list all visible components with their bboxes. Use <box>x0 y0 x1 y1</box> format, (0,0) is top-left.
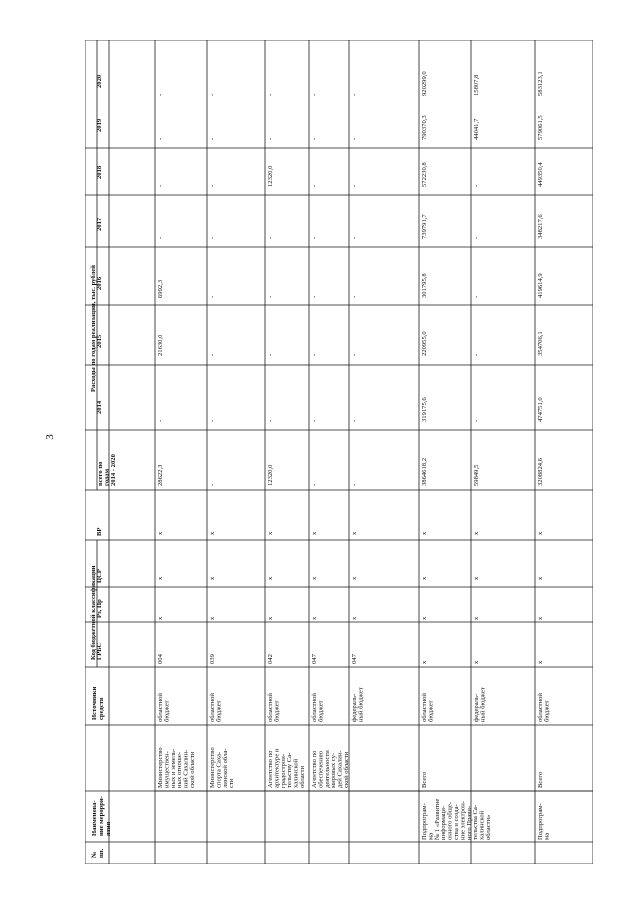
row-year-value: - <box>351 137 358 140</box>
header-code-group: Код бюджетной классификации <box>90 565 97 660</box>
row-csr: x <box>351 576 358 580</box>
row-total: 12320,0 <box>267 464 274 486</box>
row-year-value: - <box>209 295 216 298</box>
row-year-value: - <box>157 137 164 140</box>
row-rzpr: x <box>267 616 274 620</box>
row-executor: Агентство по <box>267 750 274 788</box>
row-total: 3208824,6 <box>537 457 544 486</box>
row-rzpr: x <box>537 616 544 620</box>
row-year-value: 21630,0 <box>157 334 164 356</box>
row-rzpr: x <box>311 616 318 620</box>
table-labels <box>90 71 550 858</box>
budget-table <box>85 40 593 864</box>
header-expense-group: Расходы по годам реализации, тыс. рублей <box>90 265 97 392</box>
row-total: - <box>311 483 318 486</box>
row-year-value: 920299,0 <box>421 71 428 96</box>
row-executor: архитектуре и <box>273 748 281 788</box>
row-year-value: - <box>351 93 358 96</box>
row-executor: тельству Са- <box>286 752 294 788</box>
row-year-value: - <box>267 236 274 239</box>
row-total: - <box>209 483 216 486</box>
row-grbs: 039 <box>209 654 216 664</box>
row-executor: деятельности <box>323 750 331 788</box>
row-name: ства и созда- <box>453 804 460 840</box>
row-year-value: 579061,5 <box>537 115 544 140</box>
row-year-value: - <box>209 184 216 187</box>
row-year-value: 15807,8 <box>473 74 480 96</box>
row-year-value: 419614,9 <box>537 273 544 298</box>
row-executor: спорта Саха- <box>215 751 223 788</box>
row-year-value: 348217,6 <box>537 214 544 239</box>
row-year-value: 739791,7 <box>421 214 428 239</box>
row-year-value: - <box>267 295 274 298</box>
row-vr: x <box>421 531 428 535</box>
row-executor: Министерство <box>157 747 164 788</box>
row-rzpr: x <box>473 616 480 620</box>
row-year-value: - <box>267 353 274 356</box>
row-year-value: 790370,3 <box>421 115 428 140</box>
header-grbs: ГРБС <box>96 642 103 660</box>
row-executor: ской области <box>343 751 350 788</box>
row-name: Подпрограм- <box>537 803 544 840</box>
row-rzpr: x <box>351 616 358 620</box>
row-grbs: x <box>473 660 480 664</box>
row-year-value: - <box>351 295 358 298</box>
row-name: халинской <box>478 810 486 840</box>
header-total: 2014 - 2020 <box>110 454 117 486</box>
row-year-value: - <box>157 184 164 187</box>
row-year-value: 449350,4 <box>537 162 544 187</box>
row-name: онного обще- <box>446 802 454 840</box>
row-year-value: - <box>351 236 358 239</box>
row-year-value: - <box>209 93 216 96</box>
row-name: ного Прави- <box>465 805 473 840</box>
row-name: ние электрон- <box>459 801 467 840</box>
row-executor: дей Сахалин- <box>336 750 344 788</box>
row-vr: x <box>351 531 358 535</box>
row-executor: линской обла- <box>221 748 229 788</box>
row-source: ный бюджет <box>479 687 487 722</box>
row-year-value: - <box>351 353 358 356</box>
row-year-value: 301795,8 <box>421 273 428 298</box>
header-name: ние мероpри- <box>98 796 105 836</box>
row-total: 28622,3 <box>157 464 164 486</box>
row-vr: x <box>311 531 318 535</box>
row-executor: обеспечению <box>317 750 325 788</box>
row-source: бюджет <box>543 700 551 722</box>
header-year: 2016 <box>96 276 103 290</box>
header-source: Источники <box>91 686 98 720</box>
row-grbs: 047 <box>311 654 318 664</box>
row-year-value: - <box>157 93 164 96</box>
row-year-value: - <box>473 419 480 422</box>
row-year-value: - <box>311 137 318 140</box>
row-year-value: 474751,0 <box>537 397 544 422</box>
row-name: ма <box>543 832 551 840</box>
row-csr: x <box>311 576 318 580</box>
row-executor: мировых су- <box>330 752 338 788</box>
row-grbs: 042 <box>267 654 274 664</box>
row-year-value: - <box>311 93 318 96</box>
row-executor: ных отноше- <box>176 751 184 788</box>
row-name: Подпрограм- <box>421 803 428 840</box>
row-year-value: - <box>311 236 318 239</box>
row-year-value: - <box>351 184 358 187</box>
row-year-value: - <box>209 137 216 140</box>
row-csr: x <box>267 576 274 580</box>
header-num: пп. <box>98 848 105 858</box>
row-executor: ской области <box>189 751 196 788</box>
row-total: 59849,5 <box>473 464 480 486</box>
row-grbs: 047 <box>351 654 358 664</box>
row-year-value: - <box>209 419 216 422</box>
row-vr: x <box>209 531 216 535</box>
row-grbs: 004 <box>157 654 164 664</box>
row-executor: Агентство по <box>311 750 318 788</box>
header-total: годам <box>103 468 111 486</box>
row-source: федераль- <box>473 693 480 722</box>
row-year-value: - <box>157 419 164 422</box>
row-source: федераль- <box>351 693 358 722</box>
row-year-value: - <box>311 419 318 422</box>
row-year-value: 44041,7 <box>473 118 480 140</box>
header-csr: ЦСР <box>96 569 103 583</box>
row-csr: x <box>421 576 428 580</box>
row-vr: x <box>157 531 164 535</box>
row-rzpr: x <box>209 616 216 620</box>
row-name: тельства Са- <box>472 804 480 840</box>
row-csr: x <box>473 576 480 580</box>
row-source: бюджет <box>427 700 435 722</box>
header-year: 2014 <box>96 400 103 414</box>
row-year-value: 220955,0 <box>421 331 428 356</box>
header-year: 2015 <box>96 334 103 348</box>
row-total: - <box>351 483 358 486</box>
header-name: ятия <box>105 821 112 836</box>
row-name: № 1 «Развитие <box>433 798 441 840</box>
row-executor: области <box>299 765 306 788</box>
row-grbs: x <box>537 660 544 664</box>
row-year-value: 583123,1 <box>537 71 544 96</box>
row-year-value: - <box>267 419 274 422</box>
row-executor: сти <box>228 778 236 788</box>
row-year-value: - <box>311 184 318 187</box>
row-source: областной <box>311 693 318 722</box>
header-vr: ВР <box>96 527 103 536</box>
row-year-value: - <box>209 236 216 239</box>
header-total: всего по <box>97 461 104 486</box>
row-source: областной <box>267 693 274 722</box>
row-executor: ных и земель- <box>169 748 177 788</box>
row-year-value: 319175,6 <box>421 397 428 422</box>
header-name: Наименова- <box>91 800 98 836</box>
row-year-value: 12320,0 <box>267 165 274 187</box>
row-source: бюджет <box>317 700 325 722</box>
row-executor: имуществен- <box>163 751 171 788</box>
row-year-value: - <box>267 93 274 96</box>
row-year-value: - <box>473 184 480 187</box>
row-source: областной <box>421 693 428 722</box>
row-rzpr: x <box>157 616 164 620</box>
header-num: № <box>91 851 98 858</box>
row-year-value: - <box>351 419 358 422</box>
row-source: бюджет <box>215 700 223 722</box>
row-rzpr: x <box>421 616 428 620</box>
row-year-value: - <box>267 137 274 140</box>
header-rzpr: Рз, Пр <box>96 599 103 618</box>
row-year-value: - <box>473 295 480 298</box>
row-source: областной <box>537 693 544 722</box>
header-source: средств <box>98 697 105 720</box>
row-year-value: - <box>157 236 164 239</box>
row-csr: x <box>537 576 544 580</box>
row-source: областной <box>209 693 216 722</box>
row-source: бюджет <box>273 700 281 722</box>
row-csr: x <box>209 576 216 580</box>
header-year: 2017 <box>96 217 103 231</box>
row-vr: x <box>267 531 274 535</box>
row-year-value: 354706,1 <box>537 331 544 356</box>
row-year-value: - <box>311 295 318 298</box>
row-year-value: - <box>311 353 318 356</box>
table-grid <box>85 40 593 864</box>
header-year: 2019 <box>96 118 103 132</box>
row-vr: x <box>473 531 480 535</box>
header-year: 2018 <box>96 165 103 179</box>
row-grbs: x <box>421 660 428 664</box>
row-executor: градострои- <box>279 754 287 788</box>
row-executor: Министерство <box>209 747 216 788</box>
row-year-value: 572230,8 <box>421 162 428 187</box>
row-executor: Всего <box>537 771 544 788</box>
row-source: областной <box>157 693 164 722</box>
page-number: 3 <box>44 434 56 440</box>
row-year-value: 6992,3 <box>157 279 164 298</box>
row-source: бюджет <box>163 700 171 722</box>
header-year: 2020 <box>96 74 103 88</box>
row-name: ма <box>427 832 435 840</box>
row-year-value: - <box>209 353 216 356</box>
row-source: ный бюджет <box>357 687 365 722</box>
row-executor: халинской <box>292 758 300 788</box>
row-name: области» <box>485 814 492 840</box>
row-executor: ний Сахалин- <box>182 749 190 788</box>
row-total: 3864618,2 <box>421 457 428 486</box>
row-executor: Всего <box>421 771 428 788</box>
row-name: информаци- <box>440 805 448 840</box>
row-vr: x <box>537 531 544 535</box>
row-year-value: - <box>473 353 480 356</box>
row-year-value: - <box>473 236 480 239</box>
row-csr: x <box>157 576 164 580</box>
